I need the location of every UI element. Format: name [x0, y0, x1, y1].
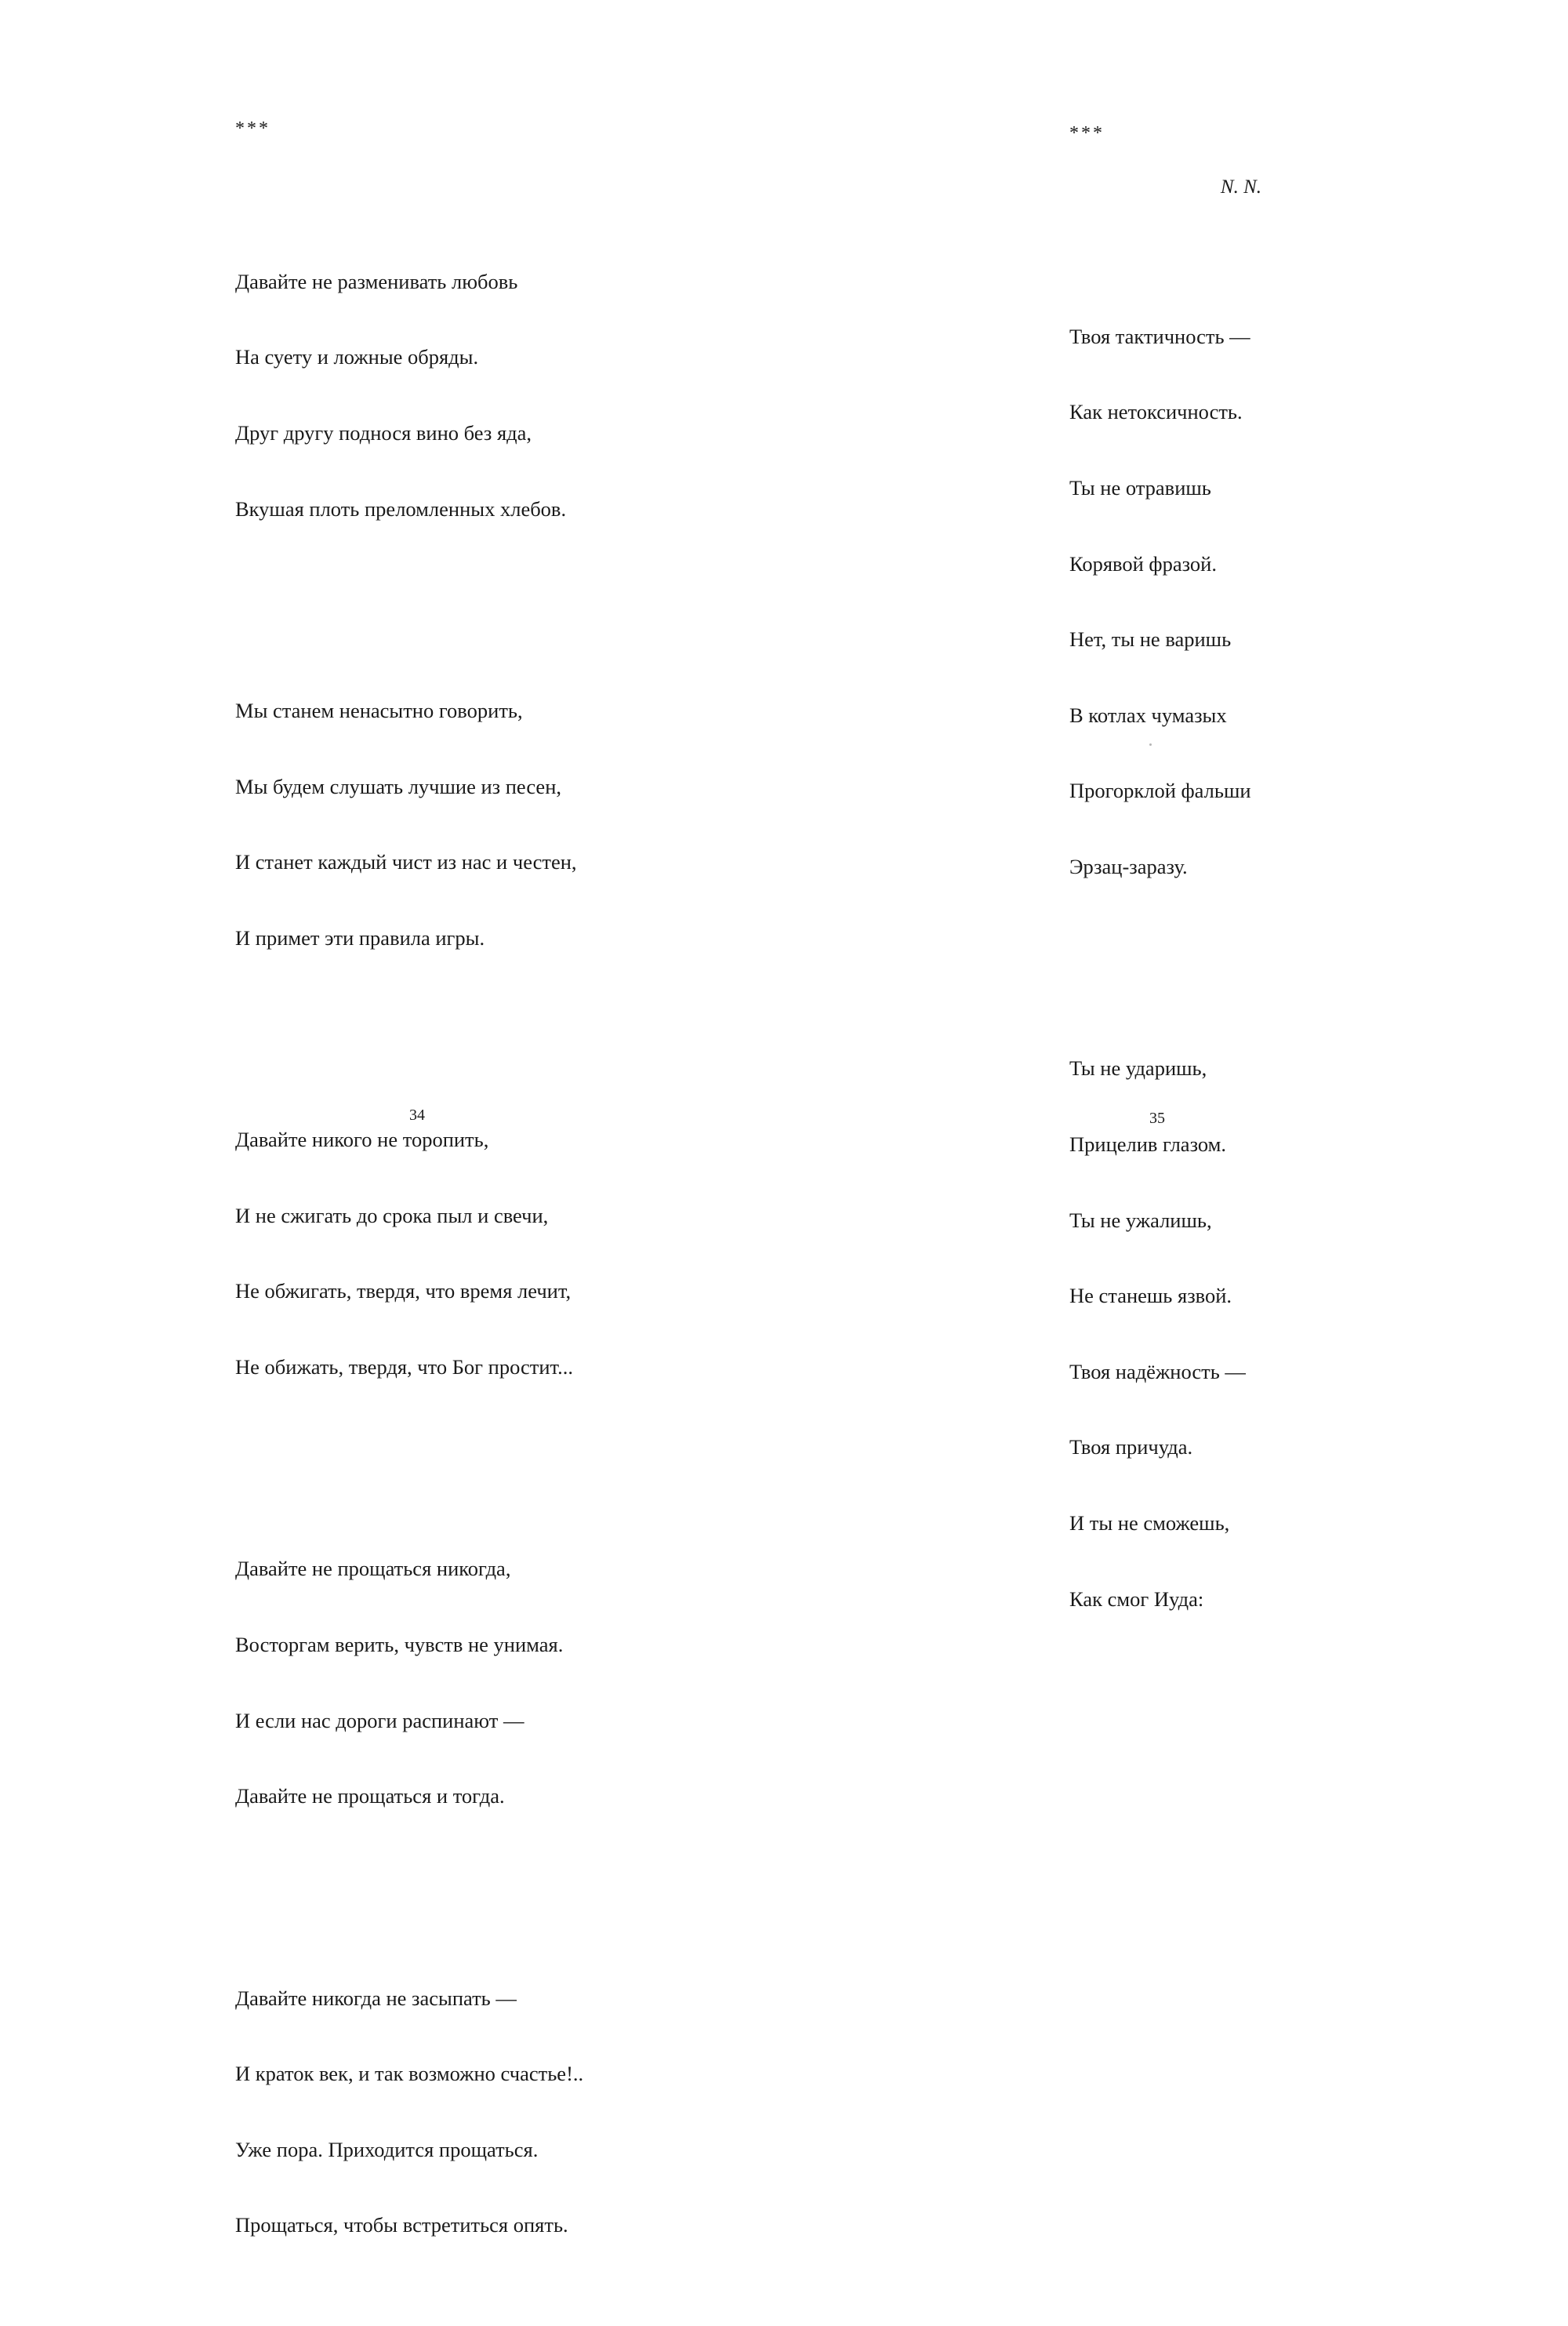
poem-line: Прогорклой фальши: [1069, 779, 1251, 803]
dedication: N. N.: [1220, 176, 1261, 198]
poem-line: Вкушая плоть преломленных хлебов.: [235, 496, 567, 521]
poem-line: И не сжигать до срока пыл и свечи,: [235, 1203, 549, 1227]
stanza: [235, 218, 583, 572]
poem-line: Давайте никогда не засыпать —: [235, 1986, 517, 2010]
poem-line: И примет эти правила игры.: [235, 925, 485, 950]
poem-line: Мы станем ненасытно говорить,: [235, 699, 523, 722]
poem-line: Нет, ты не варишь: [1069, 627, 1232, 652]
poem-line: Восторгам верить, чувств не унимая.: [235, 1632, 564, 1656]
poem-line: Твоя причуда.: [1069, 1435, 1193, 1459]
section-mark: ***: [1069, 123, 1105, 144]
poem-line: Как нетоксичность.: [1069, 400, 1243, 424]
poem: [235, 168, 583, 2326]
left-page: [0, 0, 784, 2237]
poem-line: Не обижать, твердя, что Бог простит...: [235, 1354, 573, 1379]
poem-line: Ты не ударишь,: [1069, 1056, 1207, 1081]
poem-line: Давайте не разменивать любовь: [235, 269, 518, 293]
section-mark: ***: [235, 118, 270, 139]
poem-line: В котлах чумазых: [1069, 703, 1227, 727]
poem-line: Ты не ужалишь,: [1069, 1208, 1212, 1232]
poem-line: Мы будем слушать лучшие из песен,: [235, 774, 562, 798]
poem-line: Друг другу поднося вино без яда,: [235, 421, 532, 445]
poem-line: Прощаться, чтобы встретиться опять.: [235, 2213, 568, 2237]
poem-line: Ты не отравишь: [1069, 476, 1211, 500]
poem-line: И ты не сможешь,: [1069, 1510, 1230, 1535]
poem-line: Не станешь язвой.: [1069, 1284, 1232, 1308]
poem-line: Давайте никого не торопить,: [235, 1128, 489, 1152]
page-number: 35: [1149, 1110, 1165, 1127]
stanza: [1069, 273, 1251, 929]
poem-line: Твоя надёжность —: [1069, 1359, 1246, 1383]
page-number: 34: [409, 1107, 425, 1124]
stanza: [235, 1506, 583, 1859]
poem-line: Эрзац-заразу.: [1069, 854, 1188, 878]
poem-line: Корявой фразой.: [1069, 551, 1217, 576]
stanza: [235, 648, 583, 1001]
poem-line: На суету и ложные обряды.: [235, 345, 479, 369]
poem-line: Прицелив глазом.: [1069, 1132, 1227, 1156]
right-page: [784, 0, 1568, 1611]
poem-line: Давайте не прощаться никогда,: [235, 1557, 511, 1581]
poem-line: Уже пора. Приходится прощаться.: [235, 2137, 539, 2161]
poem-line: И если нас дороги распинают —: [235, 1708, 524, 1732]
poem-line: Как смог Иуда:: [1069, 1586, 1204, 1611]
poem-line: И краток век, и так возможно счастье!..: [235, 2062, 584, 2086]
print-speck: [1149, 743, 1152, 746]
poem-line: Давайте не прощаться и тогда.: [235, 1784, 505, 1808]
poem-line: Не обжигать, твердя, что время лечит,: [235, 1279, 572, 1303]
poem-line: Твоя тактичность —: [1069, 324, 1250, 348]
stanza: [235, 1935, 583, 2288]
stanza: [235, 1077, 583, 1430]
poem: [1069, 223, 1251, 1738]
stanza: [1069, 1005, 1251, 1662]
poem-line: И станет каждый чист из нас и честен,: [235, 850, 577, 874]
